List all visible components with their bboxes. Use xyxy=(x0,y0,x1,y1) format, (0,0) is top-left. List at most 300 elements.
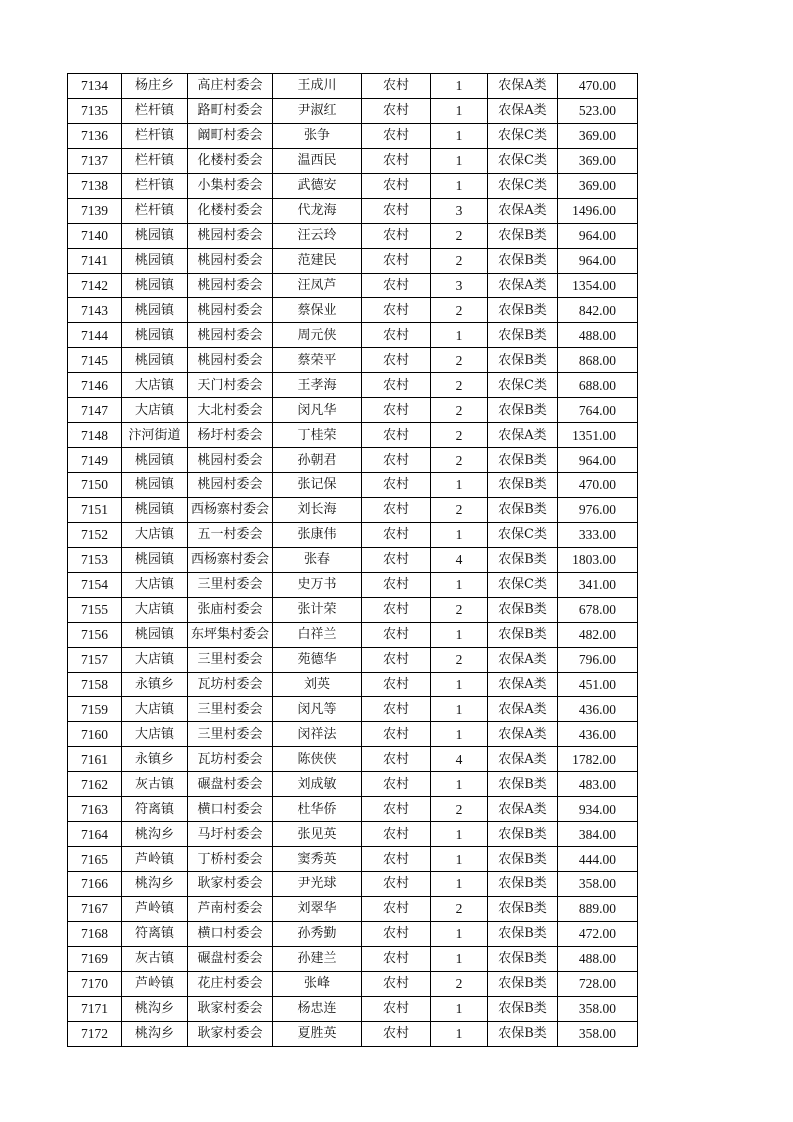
table-row xyxy=(68,872,638,897)
insurance-category-cell: 农保B类 xyxy=(488,622,558,647)
serial-number-cell: 7163 xyxy=(68,797,122,822)
township-cell: 桃园镇 xyxy=(122,448,188,473)
table-row xyxy=(68,896,638,921)
table-row xyxy=(68,647,638,672)
village-committee-cell: 碾盘村委会 xyxy=(188,946,273,971)
insurance-category-cell: 农保A类 xyxy=(488,423,558,448)
amount-cell: 796.00 xyxy=(558,647,638,672)
township-cell: 大店镇 xyxy=(122,647,188,672)
member-count-cell: 1 xyxy=(431,822,488,847)
member-count-cell: 1 xyxy=(431,173,488,198)
insurance-category-cell: 农保B类 xyxy=(488,896,558,921)
table-row xyxy=(68,173,638,198)
household-type-cell: 农村 xyxy=(362,373,431,398)
table-row xyxy=(68,722,638,747)
township-cell: 符离镇 xyxy=(122,797,188,822)
serial-number-cell: 7168 xyxy=(68,921,122,946)
household-type-cell: 农村 xyxy=(362,946,431,971)
village-committee-cell: 路町村委会 xyxy=(188,98,273,123)
amount-cell: 333.00 xyxy=(558,522,638,547)
serial-number-cell: 7170 xyxy=(68,971,122,996)
member-count-cell: 2 xyxy=(431,373,488,398)
member-count-cell: 1 xyxy=(431,921,488,946)
member-count-cell: 1 xyxy=(431,1021,488,1046)
serial-number-cell: 7172 xyxy=(68,1021,122,1046)
household-type-cell: 农村 xyxy=(362,398,431,423)
person-name-cell: 刘长海 xyxy=(273,497,362,522)
amount-cell: 436.00 xyxy=(558,697,638,722)
household-type-cell: 农村 xyxy=(362,223,431,248)
insurance-category-cell: 农保B类 xyxy=(488,323,558,348)
member-count-cell: 2 xyxy=(431,497,488,522)
village-committee-cell: 桃园村委会 xyxy=(188,223,273,248)
household-type-cell: 农村 xyxy=(362,847,431,872)
person-name-cell: 杜华侨 xyxy=(273,797,362,822)
household-type-cell: 农村 xyxy=(362,98,431,123)
household-type-cell: 农村 xyxy=(362,822,431,847)
table-body xyxy=(68,74,638,1047)
member-count-cell: 3 xyxy=(431,198,488,223)
amount-cell: 472.00 xyxy=(558,921,638,946)
person-name-cell: 陈侠侠 xyxy=(273,747,362,772)
member-count-cell: 1 xyxy=(431,98,488,123)
member-count-cell: 1 xyxy=(431,847,488,872)
serial-number-cell: 7143 xyxy=(68,298,122,323)
township-cell: 芦岭镇 xyxy=(122,971,188,996)
township-cell: 芦岭镇 xyxy=(122,896,188,921)
village-committee-cell: 三里村委会 xyxy=(188,722,273,747)
household-type-cell: 农村 xyxy=(362,1021,431,1046)
person-name-cell: 蔡荣平 xyxy=(273,348,362,373)
village-committee-cell: 瓦坊村委会 xyxy=(188,672,273,697)
township-cell: 杨庄乡 xyxy=(122,74,188,99)
amount-cell: 1496.00 xyxy=(558,198,638,223)
household-type-cell: 农村 xyxy=(362,921,431,946)
township-cell: 永镇乡 xyxy=(122,747,188,772)
table-row xyxy=(68,448,638,473)
township-cell: 桃沟乡 xyxy=(122,996,188,1021)
insurance-category-cell: 农保B类 xyxy=(488,298,558,323)
table-row xyxy=(68,1021,638,1046)
member-count-cell: 2 xyxy=(431,398,488,423)
amount-cell: 470.00 xyxy=(558,473,638,498)
township-cell: 大店镇 xyxy=(122,697,188,722)
table-row xyxy=(68,822,638,847)
amount-cell: 436.00 xyxy=(558,722,638,747)
village-committee-cell: 西杨寨村委会 xyxy=(188,497,273,522)
insurance-category-cell: 农保B类 xyxy=(488,597,558,622)
person-name-cell: 张春 xyxy=(273,547,362,572)
amount-cell: 1351.00 xyxy=(558,423,638,448)
insurance-category-cell: 农保C类 xyxy=(488,148,558,173)
household-type-cell: 农村 xyxy=(362,123,431,148)
village-committee-cell: 耿家村委会 xyxy=(188,872,273,897)
village-committee-cell: 小集村委会 xyxy=(188,173,273,198)
township-cell: 栏杆镇 xyxy=(122,198,188,223)
township-cell: 桃沟乡 xyxy=(122,1021,188,1046)
insurance-category-cell: 农保A类 xyxy=(488,722,558,747)
amount-cell: 358.00 xyxy=(558,1021,638,1046)
amount-cell: 369.00 xyxy=(558,148,638,173)
member-count-cell: 1 xyxy=(431,148,488,173)
amount-cell: 678.00 xyxy=(558,597,638,622)
amount-cell: 482.00 xyxy=(558,622,638,647)
table-row xyxy=(68,497,638,522)
serial-number-cell: 7136 xyxy=(68,123,122,148)
person-name-cell: 蔡保业 xyxy=(273,298,362,323)
village-committee-cell: 桃园村委会 xyxy=(188,298,273,323)
insurance-category-cell: 农保B类 xyxy=(488,971,558,996)
village-committee-cell: 横口村委会 xyxy=(188,797,273,822)
serial-number-cell: 7149 xyxy=(68,448,122,473)
household-type-cell: 农村 xyxy=(362,597,431,622)
member-count-cell: 1 xyxy=(431,123,488,148)
insurance-category-cell: 农保A类 xyxy=(488,98,558,123)
household-type-cell: 农村 xyxy=(362,323,431,348)
insurance-category-cell: 农保C类 xyxy=(488,123,558,148)
household-type-cell: 农村 xyxy=(362,747,431,772)
serial-number-cell: 7153 xyxy=(68,547,122,572)
household-type-cell: 农村 xyxy=(362,348,431,373)
member-count-cell: 2 xyxy=(431,448,488,473)
serial-number-cell: 7152 xyxy=(68,522,122,547)
table-row xyxy=(68,622,638,647)
household-type-cell: 农村 xyxy=(362,497,431,522)
person-name-cell: 刘翠华 xyxy=(273,896,362,921)
table-row xyxy=(68,298,638,323)
insurance-category-cell: 农保C类 xyxy=(488,173,558,198)
table-row xyxy=(68,522,638,547)
member-count-cell: 1 xyxy=(431,996,488,1021)
household-type-cell: 农村 xyxy=(362,248,431,273)
person-name-cell: 孙秀勤 xyxy=(273,921,362,946)
serial-number-cell: 7142 xyxy=(68,273,122,298)
member-count-cell: 2 xyxy=(431,797,488,822)
table-row xyxy=(68,572,638,597)
amount-cell: 1782.00 xyxy=(558,747,638,772)
member-count-cell: 2 xyxy=(431,248,488,273)
insurance-category-cell: 农保B类 xyxy=(488,872,558,897)
person-name-cell: 闵凡华 xyxy=(273,398,362,423)
village-committee-cell: 张庙村委会 xyxy=(188,597,273,622)
township-cell: 大店镇 xyxy=(122,572,188,597)
amount-cell: 358.00 xyxy=(558,872,638,897)
serial-number-cell: 7147 xyxy=(68,398,122,423)
household-type-cell: 农村 xyxy=(362,522,431,547)
household-type-cell: 农村 xyxy=(362,697,431,722)
amount-cell: 369.00 xyxy=(558,123,638,148)
township-cell: 灰古镇 xyxy=(122,946,188,971)
township-cell: 大店镇 xyxy=(122,398,188,423)
township-cell: 大店镇 xyxy=(122,522,188,547)
person-name-cell: 汪云玲 xyxy=(273,223,362,248)
person-name-cell: 代龙海 xyxy=(273,198,362,223)
village-committee-cell: 耿家村委会 xyxy=(188,996,273,1021)
table-row xyxy=(68,398,638,423)
person-name-cell: 孙朝君 xyxy=(273,448,362,473)
table-row xyxy=(68,797,638,822)
household-type-cell: 农村 xyxy=(362,273,431,298)
member-count-cell: 1 xyxy=(431,946,488,971)
records-table xyxy=(67,73,638,1047)
member-count-cell: 1 xyxy=(431,473,488,498)
table-row xyxy=(68,772,638,797)
table-row xyxy=(68,946,638,971)
amount-cell: 964.00 xyxy=(558,248,638,273)
amount-cell: 934.00 xyxy=(558,797,638,822)
village-committee-cell: 桃园村委会 xyxy=(188,323,273,348)
village-committee-cell: 西杨寨村委会 xyxy=(188,547,273,572)
serial-number-cell: 7159 xyxy=(68,697,122,722)
household-type-cell: 农村 xyxy=(362,547,431,572)
village-committee-cell: 耿家村委会 xyxy=(188,1021,273,1046)
village-committee-cell: 大北村委会 xyxy=(188,398,273,423)
amount-cell: 868.00 xyxy=(558,348,638,373)
township-cell: 桃园镇 xyxy=(122,323,188,348)
member-count-cell: 1 xyxy=(431,722,488,747)
insurance-category-cell: 农保B类 xyxy=(488,946,558,971)
village-committee-cell: 花庄村委会 xyxy=(188,971,273,996)
township-cell: 桃沟乡 xyxy=(122,872,188,897)
township-cell: 桃园镇 xyxy=(122,473,188,498)
table-row xyxy=(68,148,638,173)
village-committee-cell: 桃园村委会 xyxy=(188,473,273,498)
member-count-cell: 1 xyxy=(431,772,488,797)
village-committee-cell: 桃园村委会 xyxy=(188,348,273,373)
person-name-cell: 范建民 xyxy=(273,248,362,273)
member-count-cell: 4 xyxy=(431,547,488,572)
table-row xyxy=(68,971,638,996)
member-count-cell: 2 xyxy=(431,896,488,921)
village-committee-cell: 三里村委会 xyxy=(188,697,273,722)
township-cell: 桃园镇 xyxy=(122,348,188,373)
insurance-category-cell: 农保B类 xyxy=(488,348,558,373)
person-name-cell: 尹光球 xyxy=(273,872,362,897)
township-cell: 符离镇 xyxy=(122,921,188,946)
household-type-cell: 农村 xyxy=(362,896,431,921)
table-row xyxy=(68,473,638,498)
township-cell: 大店镇 xyxy=(122,722,188,747)
member-count-cell: 2 xyxy=(431,971,488,996)
insurance-category-cell: 农保C类 xyxy=(488,572,558,597)
insurance-category-cell: 农保B类 xyxy=(488,398,558,423)
person-name-cell: 王孝海 xyxy=(273,373,362,398)
member-count-cell: 1 xyxy=(431,522,488,547)
amount-cell: 369.00 xyxy=(558,173,638,198)
household-type-cell: 农村 xyxy=(362,647,431,672)
insurance-category-cell: 农保C类 xyxy=(488,522,558,547)
township-cell: 桃园镇 xyxy=(122,248,188,273)
table-row xyxy=(68,996,638,1021)
household-type-cell: 农村 xyxy=(362,996,431,1021)
table-row xyxy=(68,348,638,373)
member-count-cell: 2 xyxy=(431,423,488,448)
village-committee-cell: 五一村委会 xyxy=(188,522,273,547)
person-name-cell: 闵祥法 xyxy=(273,722,362,747)
member-count-cell: 1 xyxy=(431,872,488,897)
serial-number-cell: 7151 xyxy=(68,497,122,522)
household-type-cell: 农村 xyxy=(362,872,431,897)
serial-number-cell: 7160 xyxy=(68,722,122,747)
household-type-cell: 农村 xyxy=(362,772,431,797)
member-count-cell: 2 xyxy=(431,298,488,323)
person-name-cell: 张计荣 xyxy=(273,597,362,622)
insurance-category-cell: 农保B类 xyxy=(488,248,558,273)
insurance-category-cell: 农保B类 xyxy=(488,473,558,498)
village-committee-cell: 横口村委会 xyxy=(188,921,273,946)
township-cell: 桃园镇 xyxy=(122,273,188,298)
member-count-cell: 1 xyxy=(431,622,488,647)
person-name-cell: 张记保 xyxy=(273,473,362,498)
village-committee-cell: 碾盘村委会 xyxy=(188,772,273,797)
village-committee-cell: 桃园村委会 xyxy=(188,273,273,298)
person-name-cell: 张争 xyxy=(273,123,362,148)
township-cell: 桃园镇 xyxy=(122,298,188,323)
member-count-cell: 1 xyxy=(431,323,488,348)
village-committee-cell: 天门村委会 xyxy=(188,373,273,398)
village-committee-cell: 桃园村委会 xyxy=(188,248,273,273)
village-committee-cell: 瓦坊村委会 xyxy=(188,747,273,772)
amount-cell: 384.00 xyxy=(558,822,638,847)
table-row xyxy=(68,697,638,722)
amount-cell: 488.00 xyxy=(558,946,638,971)
insurance-category-cell: 农保B类 xyxy=(488,772,558,797)
amount-cell: 688.00 xyxy=(558,373,638,398)
household-type-cell: 农村 xyxy=(362,198,431,223)
township-cell: 永镇乡 xyxy=(122,672,188,697)
township-cell: 桃园镇 xyxy=(122,497,188,522)
insurance-category-cell: 农保B类 xyxy=(488,822,558,847)
household-type-cell: 农村 xyxy=(362,473,431,498)
serial-number-cell: 7144 xyxy=(68,323,122,348)
village-committee-cell: 杨圩村委会 xyxy=(188,423,273,448)
insurance-category-cell: 农保B类 xyxy=(488,547,558,572)
person-name-cell: 周元侠 xyxy=(273,323,362,348)
village-committee-cell: 三里村委会 xyxy=(188,647,273,672)
person-name-cell: 孙建兰 xyxy=(273,946,362,971)
village-committee-cell: 高庄村委会 xyxy=(188,74,273,99)
person-name-cell: 张见英 xyxy=(273,822,362,847)
amount-cell: 728.00 xyxy=(558,971,638,996)
serial-number-cell: 7134 xyxy=(68,74,122,99)
township-cell: 大店镇 xyxy=(122,373,188,398)
person-name-cell: 尹淑红 xyxy=(273,98,362,123)
table-row xyxy=(68,123,638,148)
township-cell: 汴河街道 xyxy=(122,423,188,448)
person-name-cell: 汪凤芦 xyxy=(273,273,362,298)
insurance-category-cell: 农保B类 xyxy=(488,497,558,522)
amount-cell: 341.00 xyxy=(558,572,638,597)
person-name-cell: 闵凡等 xyxy=(273,697,362,722)
household-type-cell: 农村 xyxy=(362,622,431,647)
table-row xyxy=(68,248,638,273)
serial-number-cell: 7139 xyxy=(68,198,122,223)
household-type-cell: 农村 xyxy=(362,672,431,697)
insurance-category-cell: 农保A类 xyxy=(488,672,558,697)
amount-cell: 964.00 xyxy=(558,223,638,248)
amount-cell: 358.00 xyxy=(558,996,638,1021)
serial-number-cell: 7135 xyxy=(68,98,122,123)
serial-number-cell: 7162 xyxy=(68,772,122,797)
amount-cell: 483.00 xyxy=(558,772,638,797)
person-name-cell: 王成川 xyxy=(273,74,362,99)
person-name-cell: 白祥兰 xyxy=(273,622,362,647)
household-type-cell: 农村 xyxy=(362,74,431,99)
amount-cell: 1803.00 xyxy=(558,547,638,572)
person-name-cell: 刘英 xyxy=(273,672,362,697)
person-name-cell: 夏胜英 xyxy=(273,1021,362,1046)
member-count-cell: 2 xyxy=(431,348,488,373)
insurance-category-cell: 农保A类 xyxy=(488,747,558,772)
member-count-cell: 4 xyxy=(431,747,488,772)
insurance-category-cell: 农保B类 xyxy=(488,1021,558,1046)
village-committee-cell: 丁桥村委会 xyxy=(188,847,273,872)
household-type-cell: 农村 xyxy=(362,971,431,996)
member-count-cell: 3 xyxy=(431,273,488,298)
person-name-cell: 史万书 xyxy=(273,572,362,597)
table-row xyxy=(68,323,638,348)
serial-number-cell: 7150 xyxy=(68,473,122,498)
village-committee-cell: 芦南村委会 xyxy=(188,896,273,921)
insurance-category-cell: 农保A类 xyxy=(488,797,558,822)
member-count-cell: 1 xyxy=(431,672,488,697)
household-type-cell: 农村 xyxy=(362,173,431,198)
table-row xyxy=(68,223,638,248)
township-cell: 栏杆镇 xyxy=(122,123,188,148)
serial-number-cell: 7156 xyxy=(68,622,122,647)
serial-number-cell: 7141 xyxy=(68,248,122,273)
household-type-cell: 农村 xyxy=(362,572,431,597)
serial-number-cell: 7164 xyxy=(68,822,122,847)
person-name-cell: 刘成敏 xyxy=(273,772,362,797)
village-committee-cell: 马圩村委会 xyxy=(188,822,273,847)
table-row xyxy=(68,547,638,572)
person-name-cell: 丁桂荣 xyxy=(273,423,362,448)
serial-number-cell: 7145 xyxy=(68,348,122,373)
township-cell: 桃园镇 xyxy=(122,622,188,647)
person-name-cell: 温西民 xyxy=(273,148,362,173)
serial-number-cell: 7146 xyxy=(68,373,122,398)
member-count-cell: 2 xyxy=(431,223,488,248)
serial-number-cell: 7161 xyxy=(68,747,122,772)
member-count-cell: 1 xyxy=(431,74,488,99)
table-row xyxy=(68,98,638,123)
village-committee-cell: 化楼村委会 xyxy=(188,148,273,173)
township-cell: 大店镇 xyxy=(122,597,188,622)
amount-cell: 444.00 xyxy=(558,847,638,872)
household-type-cell: 农村 xyxy=(362,797,431,822)
township-cell: 栏杆镇 xyxy=(122,98,188,123)
household-type-cell: 农村 xyxy=(362,722,431,747)
serial-number-cell: 7157 xyxy=(68,647,122,672)
township-cell: 桃沟乡 xyxy=(122,822,188,847)
member-count-cell: 2 xyxy=(431,647,488,672)
insurance-category-cell: 农保A类 xyxy=(488,74,558,99)
household-type-cell: 农村 xyxy=(362,298,431,323)
serial-number-cell: 7165 xyxy=(68,847,122,872)
insurance-category-cell: 农保B类 xyxy=(488,996,558,1021)
member-count-cell: 1 xyxy=(431,572,488,597)
insurance-category-cell: 农保A类 xyxy=(488,198,558,223)
township-cell: 桃园镇 xyxy=(122,223,188,248)
insurance-category-cell: 农保A类 xyxy=(488,647,558,672)
insurance-category-cell: 农保B类 xyxy=(488,847,558,872)
person-name-cell: 张峰 xyxy=(273,971,362,996)
person-name-cell: 张康伟 xyxy=(273,522,362,547)
serial-number-cell: 7137 xyxy=(68,148,122,173)
serial-number-cell: 7154 xyxy=(68,572,122,597)
amount-cell: 1354.00 xyxy=(558,273,638,298)
